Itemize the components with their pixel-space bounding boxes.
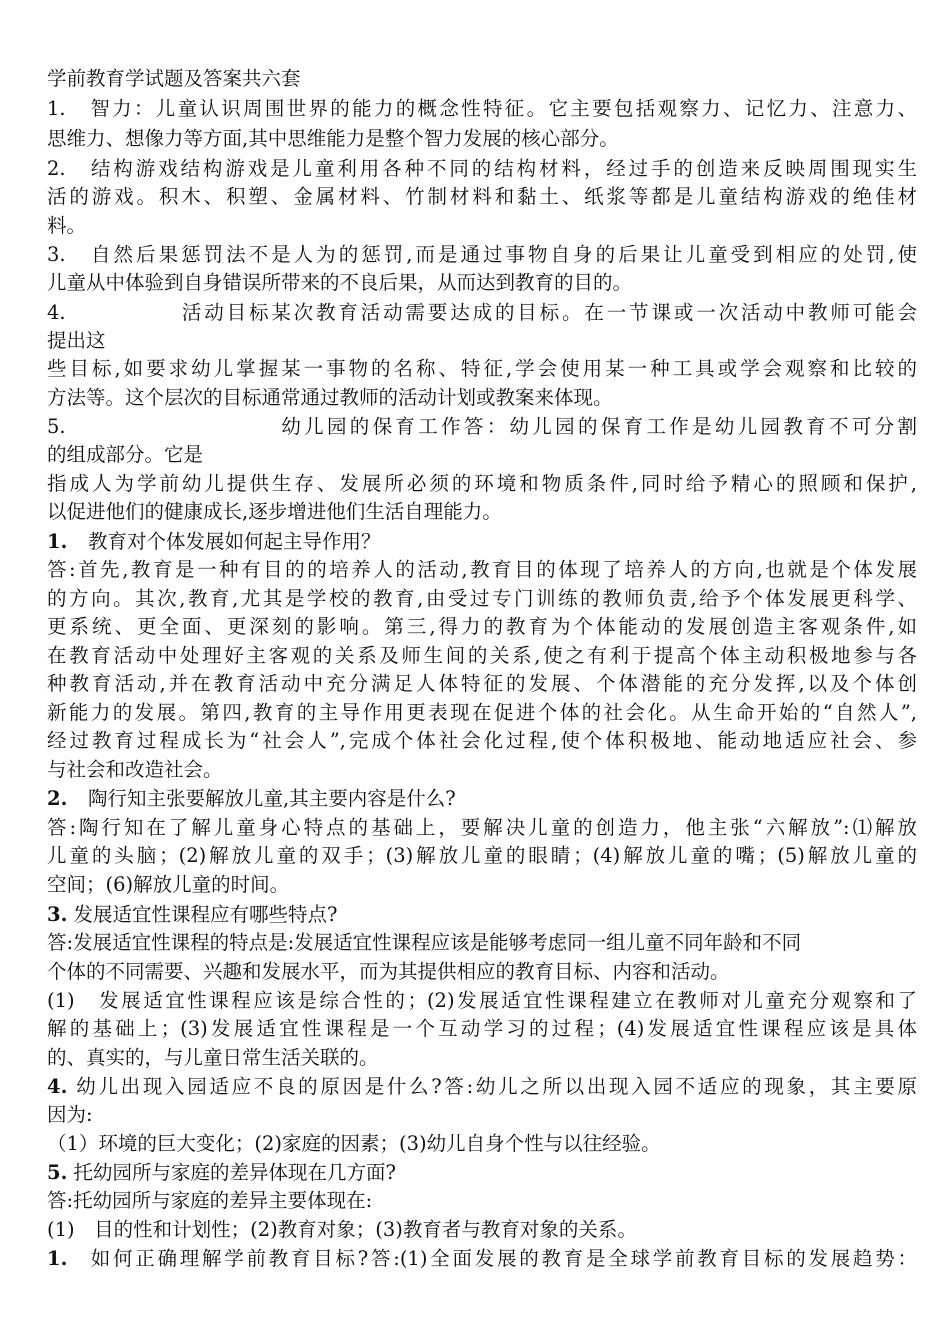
definition-4-cont: 提出这 (47, 329, 106, 352)
answer-3: 答:发展适宜性课程的特点是:发展适宜性课程应该是能够考虑同一组儿童不同年龄和不同 (47, 931, 802, 954)
definition-1: 1. 智力：儿童认识周围世界的能力的概念性特征。它主要包括观察力、记忆力、注意力、 (47, 97, 917, 120)
question-2: 2. 陶行知主张要解放儿童,其主要内容是什么? (47, 787, 456, 810)
answer-3-cont: (1) 发展适宜性课程应该是综合性的；(2)发展适宜性课程建立在教师对儿童充分观察和了 (47, 989, 917, 1012)
answer-1-cont: 在教育活动中处理好主客观的关系及师生间的关系,使之有利于提高个体主动积极地参与各 (47, 644, 917, 667)
definition-4-cont: 些目标,如要求幼儿掌握某一事物的名称、特征,学会使用某一种工具或学会观察和比较的 (47, 357, 917, 380)
question-1: 1. 教育对个体发展如何起主导作用？ (47, 530, 381, 553)
definition-2: 2. 结构游戏结构游戏是儿童利用各种不同的结构材料，经过手的创造来反映周围现实生 (47, 157, 917, 180)
answer-4-cont: （1）环境的巨大变化；(2)家庭的因素；(3)幼儿自身个性与以往经验。 (47, 1132, 661, 1155)
definition-3: 3. 自然后果惩罚法不是人为的惩罚,而是通过事物自身的后果让儿童受到相应的处罚,使 (47, 243, 917, 266)
answer-2-cont: 儿童的头脑；(2)解放儿童的双手；(3)解放儿童的眼睛；(4)解放儿童的嘴；(5)解放儿童的 (47, 844, 917, 867)
document-title: 学前教育学试题及答案共六套 (47, 67, 301, 90)
definition-2-cont: 活的游戏。积木、积塑、金属材料、竹制材料和黏土、纸浆等都是儿童结构游戏的绝佳材 (47, 185, 917, 208)
answer-1-cont: 更系统、更全面、更深刻的影响。第三,得力的教育为个体能动的发展创造主客观条件,如 (47, 615, 917, 638)
answer-1-cont: 新能力的发展。第四,教育的主导作用更表现在促进个体的社会化。从生命开始的“自然人”, (47, 701, 917, 724)
answer-5-cont: (1) 目的性和计划性；(2)教育对象；(3)教育者与教育对象的关系。 (47, 1218, 637, 1241)
answer-1-cont: 经过教育过程成长为“社会人”,完成个体社会化过程,使个体积极地、能动地适应社会、参 (47, 729, 917, 752)
answer-1-cont: 种教育活动,并在教育活动中充分满足人体特征的发展、个体潜能的充分发挥,以及个体创 (47, 672, 917, 695)
question-5: 5. 托幼园所与家庭的差异体现在几方面? (47, 1161, 397, 1184)
answer-1: 答:首先,教育是一种有目的的培养人的活动,教育目的体现了培养人的方向,也就是个体发展 (47, 558, 917, 581)
answer-4: 因为: (47, 1103, 93, 1126)
definition-1-cont: 思维力、想像力等方面,其中思维能力是整个智力发展的核心部分。 (47, 127, 619, 150)
question-3: 3. 发展适宜性课程应有哪些特点? (47, 903, 338, 926)
question-4: 4. 幼儿出现入园适应不良的原因是什么?答:幼儿之所以出现入园不适应的现象，其主要原 (47, 1075, 917, 1098)
definition-5: 5. 幼儿园的保育工作答：幼儿园的保育工作是幼儿园教育不可分割 (47, 415, 917, 438)
definition-5-cont: 以促进他们的健康成长,逐步增进他们生活自理能力。 (47, 500, 502, 523)
definition-3-cont: 儿童从中体验到自身错误所带来的不良后果，从而达到教育的目的。 (47, 271, 633, 294)
definition-4-cont: 方法等。这个层次的目标通常通过教师的活动计划或教案来体现。 (47, 386, 613, 409)
answer-1-cont: 的方向。其次,教育,尤其是学校的教育,由受过专门训练的教师负责,给予个体发展更科学、 (47, 587, 917, 610)
answer-2-cont: 空间；(6)解放儿童的时间。 (47, 873, 290, 896)
question-6: 1. 如何正确理解学前教育目标?答:(1)全面发展的教育是全球学前教育目标的发展趋势： (47, 1247, 917, 1270)
definition-4: 4. 活动目标某次教育活动需要达成的目标。在一节课或一次活动中教师可能会 (47, 301, 917, 324)
answer-1-cont: 与社会和改造社会。 (47, 758, 223, 781)
answer-2: 答:陶行知在了解儿童身心特点的基础上，要解决儿童的创造力，他主张“六解放”:⑴解放 (47, 816, 917, 839)
definition-5-cont: 的组成部分。它是 (47, 443, 204, 466)
answer-5: 答:托幼园所与家庭的差异主要体现在: (47, 1189, 373, 1212)
answer-3-cont: 个体的不同需要、兴趣和发展水平，而为其提供相应的教育目标、内容和活动。 (47, 960, 730, 983)
answer-3-cont: 解的基础上；(3)发展适宜性课程是一个互动学习的过程；(4)发展适宜性课程应该是具体 (47, 1017, 917, 1040)
definition-2-cont: 料。 (47, 214, 87, 237)
definition-5-cont: 指成人为学前幼儿提供生存、发展所必须的环境和物质条件,同时给予精心的照顾和保护, (47, 472, 917, 495)
answer-3-cont: 的、真实的，与儿童日常生活关联的。 (47, 1046, 379, 1069)
